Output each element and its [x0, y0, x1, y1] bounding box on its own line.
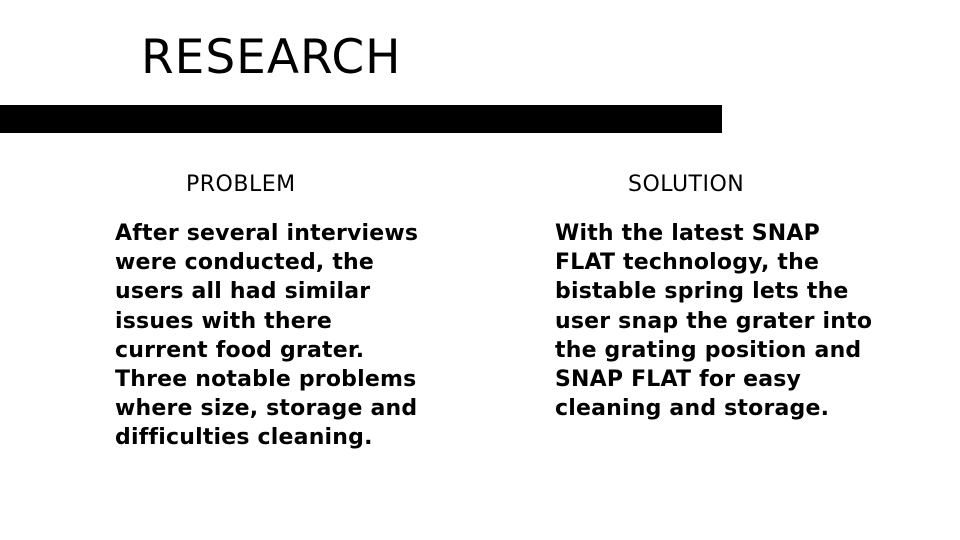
slide-title: RESEARCH [141, 30, 402, 85]
problem-text: After several interviews were conducted, the users all had similar issues with there current food grater. Three notable problems where size, storage and difficulties cleaning. [115, 221, 419, 451]
problem-heading: PROBLEM [186, 172, 296, 197]
solution-heading: SOLUTION [628, 172, 745, 197]
title-underline-bar [0, 105, 722, 133]
solution-text: With the latest SNAP FLAT technology, the bistable spring lets the user snap the grater into the grating position and SNAP FLAT for easy cleaning and storage. [555, 221, 873, 422]
